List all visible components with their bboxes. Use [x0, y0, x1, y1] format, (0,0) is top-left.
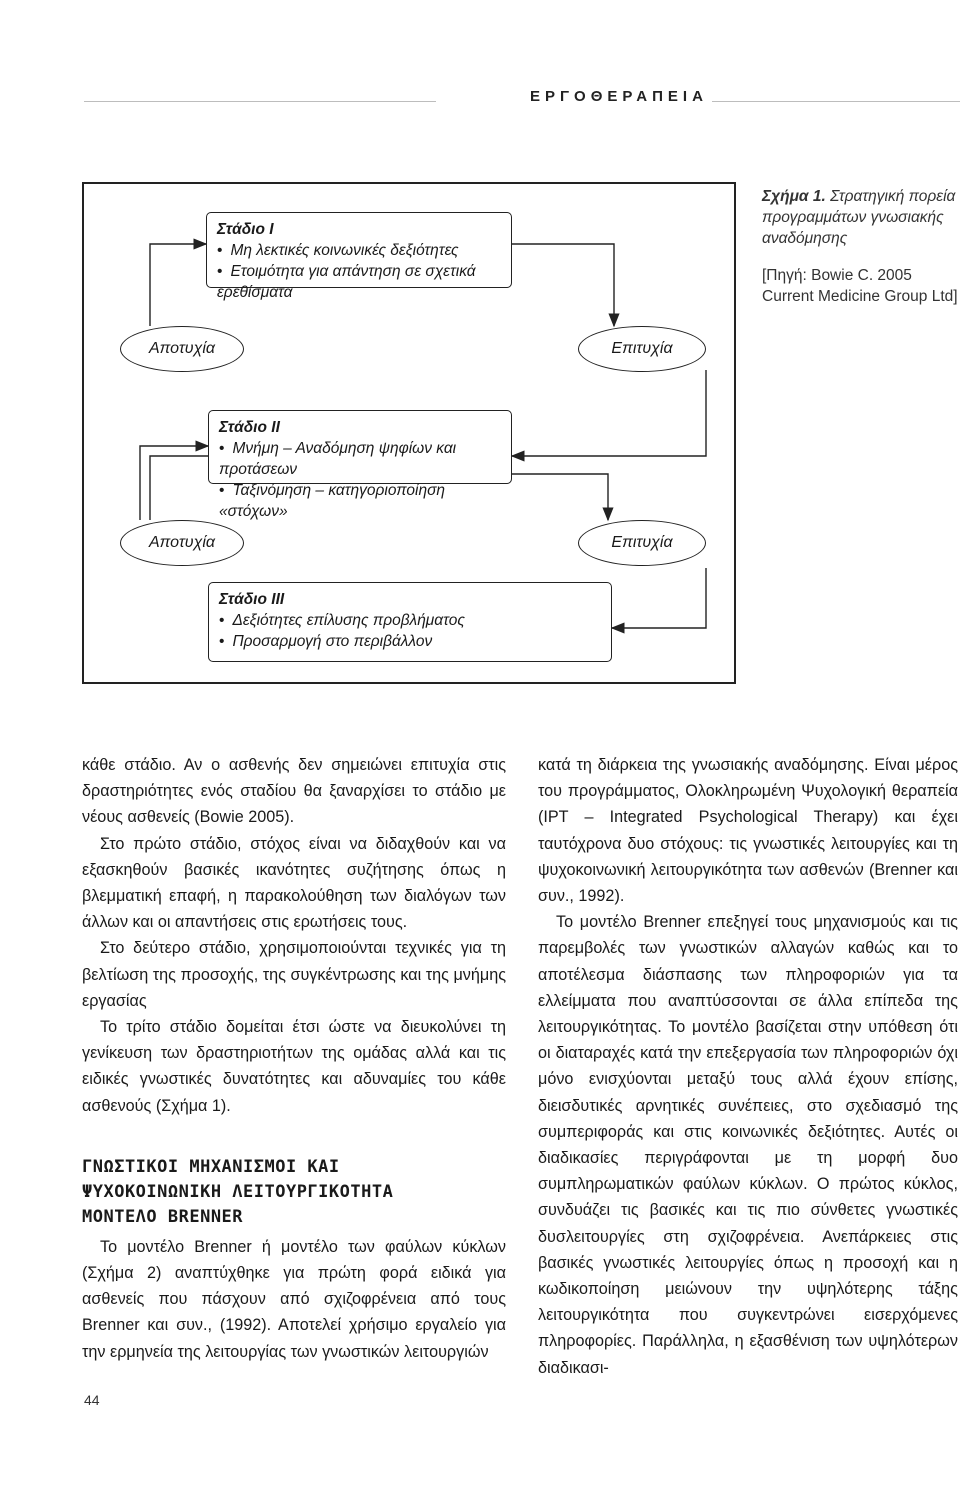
connector-stage1-to-success1	[512, 244, 614, 326]
connector-failure1-to-stage1	[150, 244, 206, 326]
connector-success2-to-stage3	[612, 568, 706, 628]
stage-2-item: • Ταξινόμηση – κατηγοριοποίηση «στόχων»	[219, 482, 446, 520]
stage-2-title: Στάδιο II	[219, 419, 280, 436]
bullet-icon: •	[219, 612, 225, 629]
figure-1-frame	[82, 182, 736, 684]
paragraph: Το μοντέλο Brenner ή μοντέλο των φαύλων κύκλων (Σχήμα 2) αναπτύχθηκε για πρώτη φορά ειδικά για ασθενείς που πάσχουν από σχιζοφρένεια από τους Brenner και συν., (1992). Αποτελεί χρήσιμο εργαλείο για την ερμηνεία της λειτουργίας των γνωστικών λειτουργιών	[82, 1237, 506, 1361]
paragraph: Το τρίτο στάδιο δομείται έτσι ώστε να διευκολύνει τη γενίκευση των δραστηριοτήτων της ομάδας αλλά και τις ειδικές γνωστικές δυνατότητες και αδυναμίες του κάθε ασθενούς (Σχήμα 1).	[82, 1018, 506, 1115]
stage-2-box	[208, 410, 512, 520]
figure-caption	[762, 186, 960, 307]
figure-caption-text: Στρατηγική πορεία προγραμμάτων γνωσιακής αναδόμησης	[762, 188, 956, 247]
stage-1-failure-oval: Αποτυχία	[120, 326, 244, 372]
right-column	[538, 752, 958, 1381]
stage-1-box	[206, 212, 512, 301]
connector-stage2-to-failure2	[150, 456, 208, 520]
figure-label: Σχήμα 1.	[762, 188, 826, 205]
stage-2-failure-oval: Αποτυχία	[120, 520, 244, 566]
running-head	[84, 88, 960, 110]
stage-1-success-oval: Επιτυχία	[578, 326, 706, 372]
paragraph: κατά τη διάρκεια της γνωσιακής αναδόμησης. Είναι μέρος του προγράμματος, Ολοκληρωμένη Ψυχολογική θεραπεία (IPT – Integrated Psychological Therapy) και έχει ταυτόχρονα δυο στόχους: τις γνωστικές λειτουργίες και τη ψυχοκοινωνική λειτουργικότητα των ασθενών (Brenner και συν., 1992).	[538, 756, 958, 906]
bullet-icon: •	[219, 633, 225, 650]
bullet-icon: •	[217, 263, 223, 280]
header-rule-left	[84, 101, 436, 102]
paragraph: Στο δεύτερο στάδιο, χρησιμοποιούνται τεχνικές για τη βελτίωση της προσοχής, της συγκέντρωσης και της μνήμης εργασίας	[82, 939, 506, 1010]
bullet-icon: •	[219, 482, 225, 499]
paragraph: Στο πρώτο στάδιο, στόχος είναι να διδαχθούν και να εξασκηθούν βασικές ικανότητες συζήτησης όπως η βλεμματική επαφή, η παρακολούθηση των διαλόγων των άλλων και οι απαντήσεις στις ερωτήσεις τους.	[82, 834, 506, 932]
connector-success1-to-stage2	[512, 370, 706, 456]
paragraph: κάθε στάδιο. Αν ο ασθενής δεν σημειώνει επιτυχία στις δραστηριότητες ενός σταδίου θα ξαναρχίσει το στάδιο με νέους ασθενείς (Bowie 2005).	[82, 756, 506, 827]
stage-1-title: Στάδιο I	[217, 221, 274, 238]
stage-1-item: • Μη λεκτικές κοινωνικές δεξιότητες	[217, 242, 459, 259]
bullet-icon: •	[219, 440, 225, 457]
stage-3-item: • Δεξιότητες επίλυσης προβλήματος	[219, 612, 465, 629]
stage-1-item: • Ετοιμότητα για απάντηση σε σχετικά ερεθίσματα	[217, 263, 476, 301]
stage-3-box	[208, 582, 612, 662]
stage-3-title: Στάδιο III	[219, 591, 285, 608]
page-number: 44	[84, 1392, 100, 1408]
stage-2-item: • Μνήμη – Αναδόμηση ψηφίων και προτάσεων	[219, 440, 457, 478]
left-column	[82, 752, 506, 1365]
running-title: ΕΡΓΟΘΕΡΑΠΕΙΑ	[526, 88, 712, 105]
stage-3-item: • Προσαρμογή στο περιβάλλον	[219, 633, 433, 650]
figure-source: [Πηγή: Bowie C. 2005 Current Medicine Group Ltd]	[762, 267, 958, 305]
paragraph: Το μοντέλο Brenner επεξηγεί τους μηχανισμούς και τις παρεμβολές των γνωστικών αλλαγών καθώς και το αποτέλεσμα διάσπασης των πληροφοριών για τα ελλείμματα που αναπτύσσονται σε άλλα επίπεδα της λειτουργικότητας. Το μοντέλο βασίζεται στην υπόθεση ότι οι διαταραχές κατά την επεξεργασία των πληροφοριών όχι μόνο ενισχύονται μεταξύ τους αλλά έχουν επίσης, διεισδυτικές αρνητικές συνέπειες, στο σχεδιασμό της συμπεριφοράς και στις κοινωνικές δεξιότητες. Αυτές οι διαδικασίες περιγράφονται με τη μορφή δυο συμπληρωματικών φαύλων κύκλων. Ο πρώτος κύκλος, συνδυάζει τις βασικές και τις πιο σύνθετες γνωστικές δυσλειτουργίες στη σχιζοφρένεια. Ανεπάρκειες στις βασικές γνωστικές λειτουργίες όπως η προσοχή και η κωδικοποίηση μειώνουν την υψηλότερης τάξης λειτουργικότητα που συγκεντρώνει εισερχόμενες πληροφορίες. Παράλληλα, η εξασθένιση των υψηλότερων διαδικασι-	[538, 913, 958, 1377]
stage-2-success-oval: Επιτυχία	[578, 520, 706, 566]
connector-stage2-to-success2	[512, 474, 608, 520]
section-heading: ΓΝΩΣΤΙΚΟΙ ΜΗΧΑΝΙΣΜΟΙ ΚΑΙ ΨΥΧΟΚΟΙΝΩΝΙΚΗ ΛΕΙΤΟΥΡΓΙΚΟΤΗΤΑ ΜΟΝΤΕΛΟ BRENNER	[82, 1156, 394, 1227]
bullet-icon: •	[217, 242, 223, 259]
